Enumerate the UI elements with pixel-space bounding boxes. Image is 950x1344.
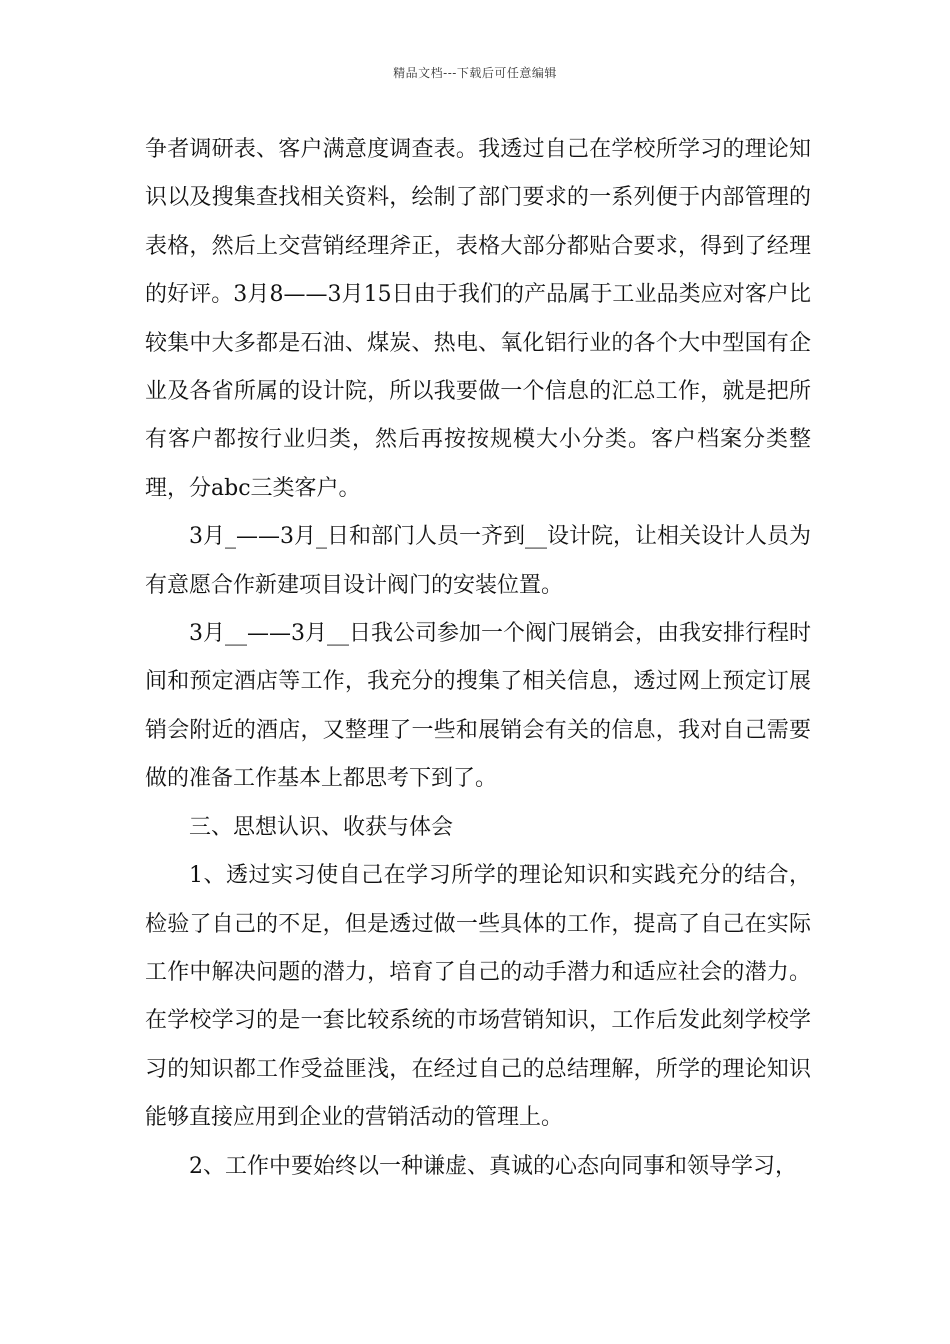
- paragraph-2: 3月_——3月_日和部门人员一齐到__设计院，让相关设计人员为有意愿合作新建项目设计阀门的安装位置。: [145, 524, 811, 598]
- section-heading: 三、思想认识、收获与体会: [189, 814, 454, 840]
- paragraph-5: 2、工作中要始终以一种谦虚、真诚的心态向同事和领导学习，: [189, 1153, 797, 1179]
- document-body: [145, 126, 811, 1191]
- paragraph-1: 争者调研表、客户满意度调查表。我透过自己在学校所学习的理论知识以及搜集查找相关资料，绘制了部门要求的一系列便于内部管理的表格，然后上交营销经理斧正，表格大部分都贴合要求，得到了经理的好评。3月8——3月15日由于我们的产品属于工业品类应对客户比较集中大多都是石油、煤炭、热电、氧化铝行业的各个大中型国有企业及各省所属的设计院，所以我要做一个信息的汇总工作，就是把所有客户都按行业归类，然后再按按规模大小分类。客户档案分类整理，分abc三类客户。: [145, 137, 811, 501]
- page-header: 精品文档---下载后可任意编辑: [393, 66, 557, 80]
- paragraph-3: 3月__——3月__日我公司参加一个阀门展销会，由我安排行程时间和预定酒店等工作，我充分的搜集了相关信息，透过网上预定订展销会附近的酒店，又整理了一些和展销会有关的信息，我对自己需要做的准备工作基本上都思考下到了。: [145, 621, 811, 792]
- paragraph-4: 1、透过实习使自己在学习所学的理论知识和实践充分的结合，检验了自己的不足，但是透过做一些具体的工作，提高了自己在实际工作中解决问题的潜力，培育了自己的动手潜力和适应社会的潜力。在学校学习的是一套比较系统的市场营销知识，工作后发此刻学校学习的知识都工作受益匪浅，在经过自己的总结理解，所学的理论知识能够直接应用到企业的营销活动的管理上。: [145, 863, 811, 1131]
